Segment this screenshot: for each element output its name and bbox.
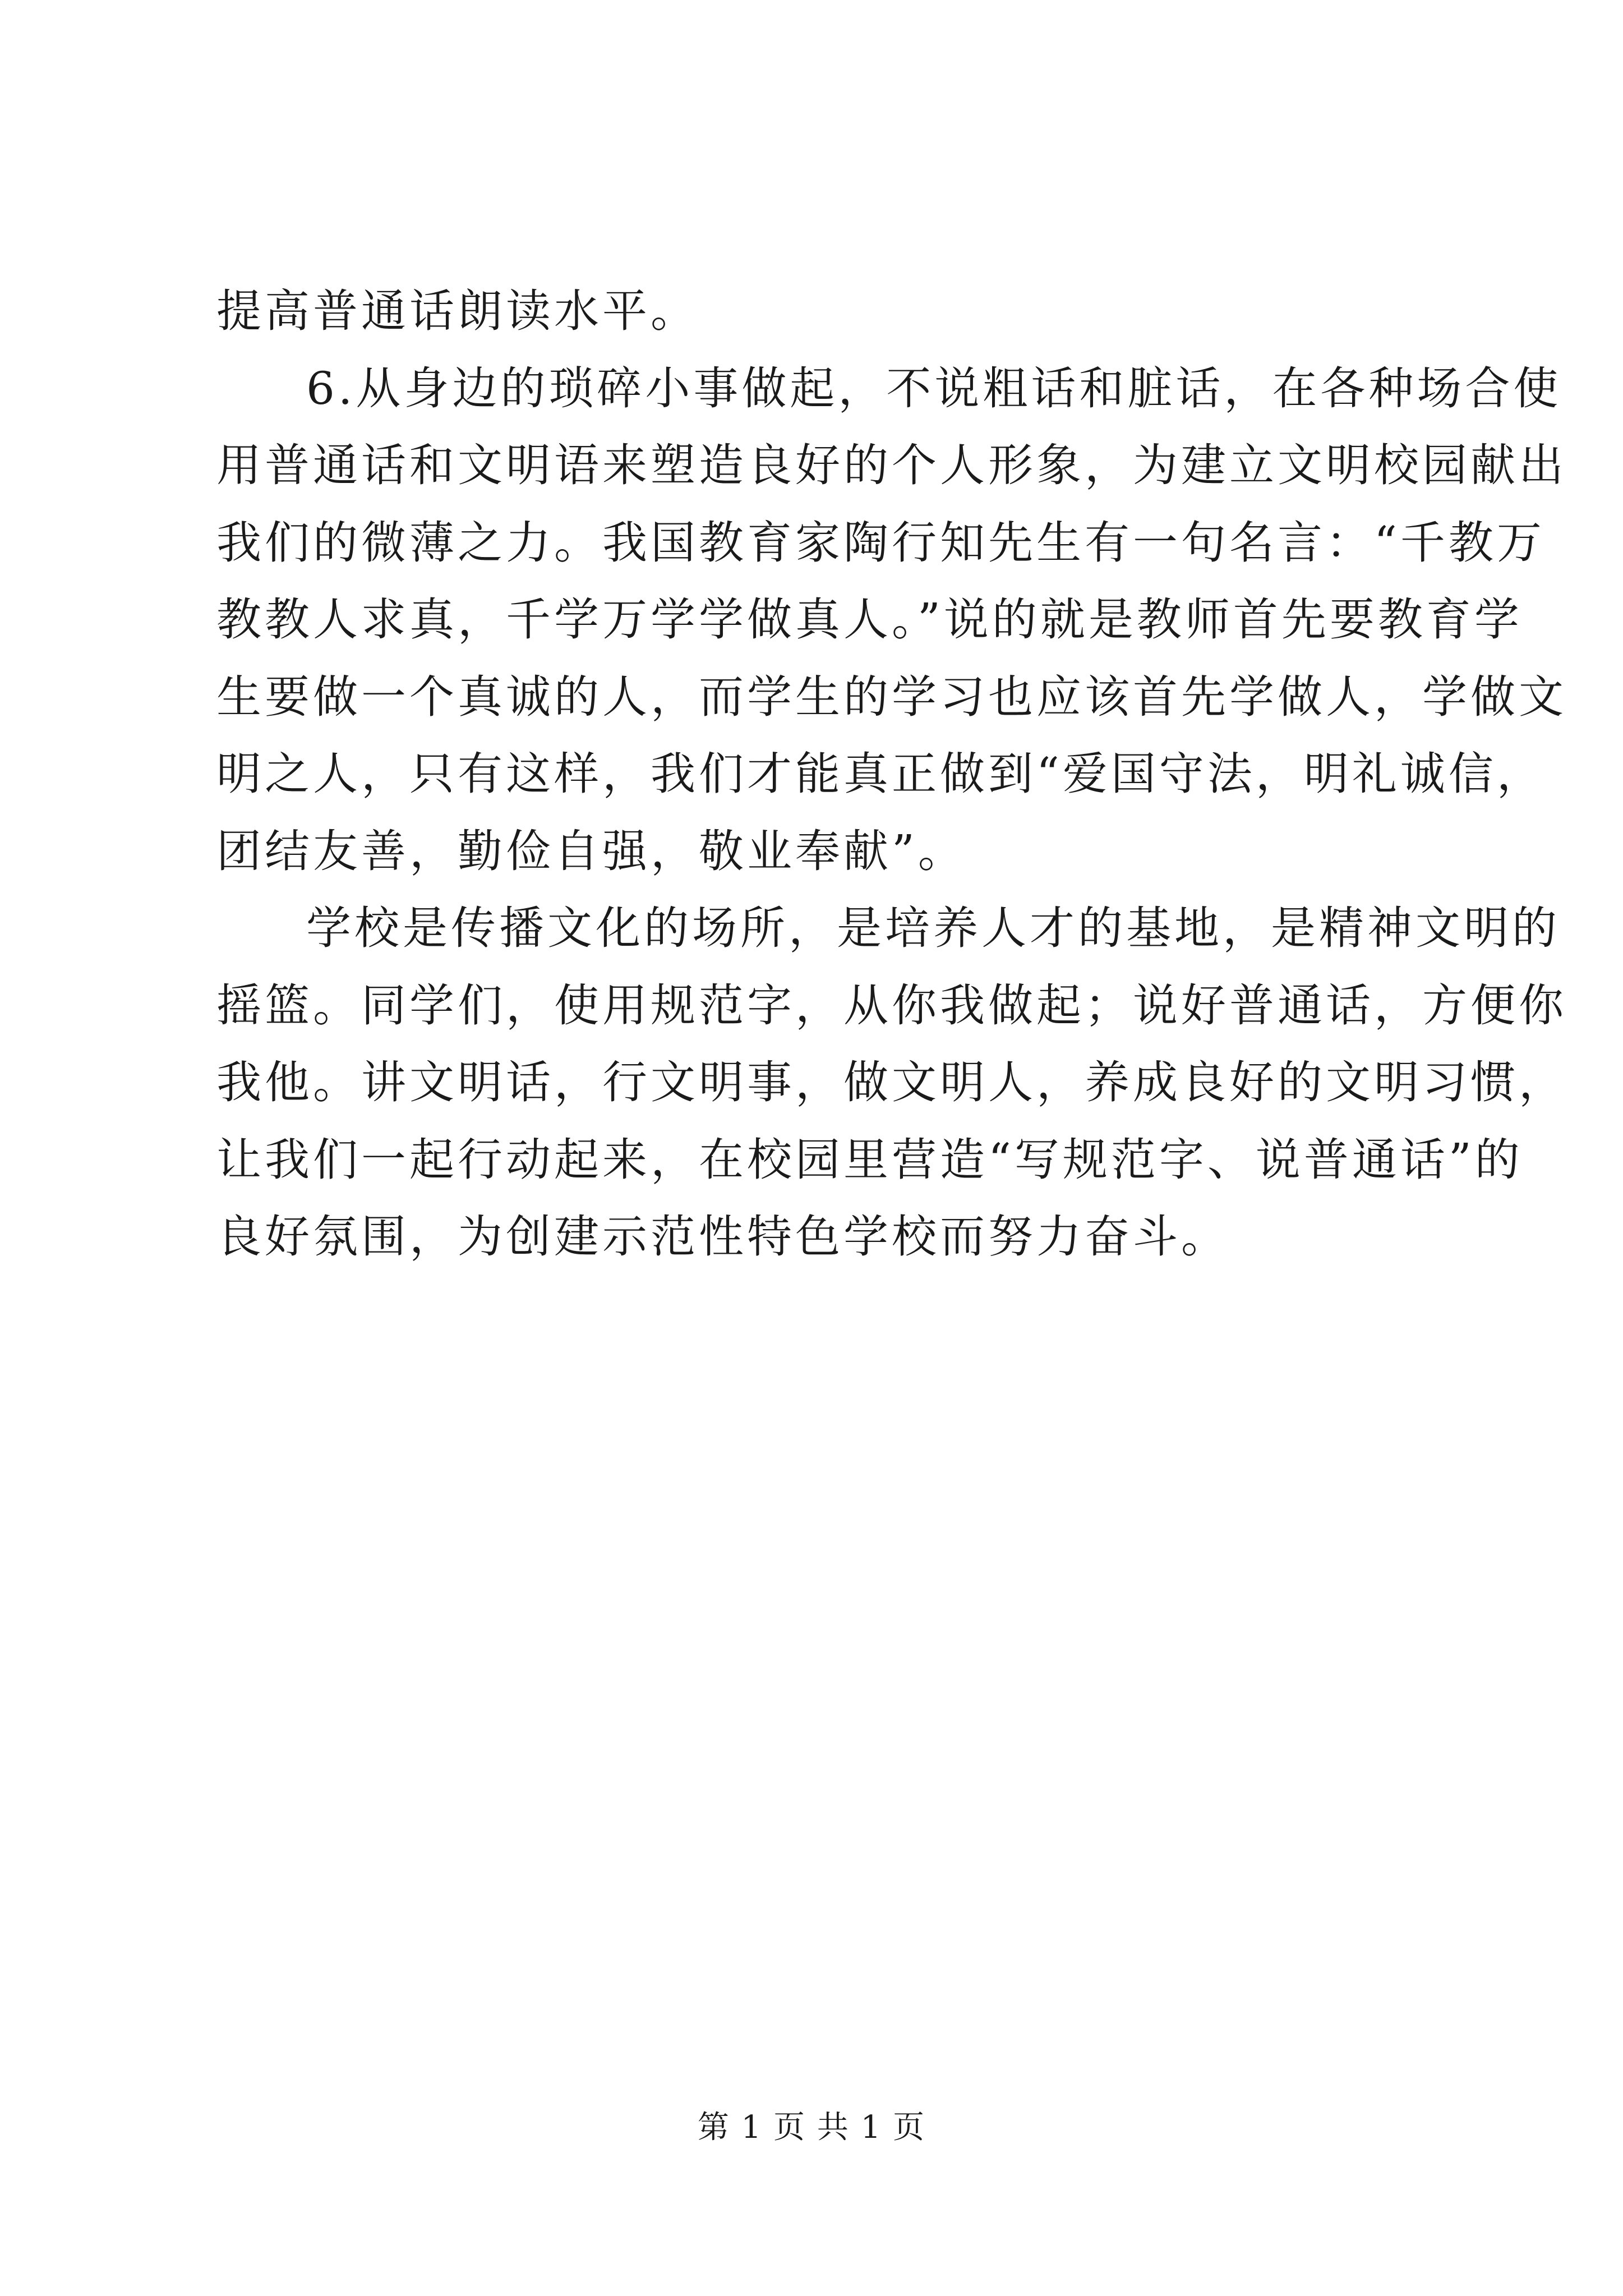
paragraph-line: 用普通话和文明语来塑造良好的个人形象，为建立文明校园献出 xyxy=(216,439,1567,491)
paragraph-line: 6.从身边的琐碎小事做起，不说粗话和脏话，在各种场合使 xyxy=(306,362,1562,415)
paragraph-line: 我们的微薄之力。我国教育家陶行知先生有一句名言：“千教万 xyxy=(216,516,1545,569)
paragraph-line: 良好氛围，为创建示范性特色学校而努力奋斗。 xyxy=(216,1211,1229,1263)
paragraph-line: 让我们一起行动起来，在校园里营造“写规范字、说普通话”的 xyxy=(216,1133,1523,1186)
paragraph-line: 明之人，只有这样，我们才能真正做到“爱国守法，明礼诚信， xyxy=(216,748,1545,800)
paragraph-line: 摇篮。同学们，使用规范字，从你我做起；说好普通话，方便你 xyxy=(216,979,1567,1032)
paragraph-line: 团结友善，勤俭自强，敬业奉献”。 xyxy=(216,825,966,877)
paragraph-line: 教教人求真，千学万学学做真人。”说的就是教师首先要教育学 xyxy=(216,593,1523,646)
document-body xyxy=(216,273,1567,1276)
paragraph-line: 学校是传播文化的场所，是培养人才的基地，是精神文明的 xyxy=(306,902,1560,954)
page-footer: 第 1 页 共 1 页 xyxy=(697,2109,926,2146)
paragraph-line: 提高普通话朗读水平。 xyxy=(216,285,699,337)
paragraph-line: 我他。讲文明话，行文明事，做文明人，养成良好的文明习惯， xyxy=(216,1056,1567,1108)
paragraph-line: 生要做一个真诚的人，而学生的学习也应该首先学做人，学做文 xyxy=(216,670,1567,723)
